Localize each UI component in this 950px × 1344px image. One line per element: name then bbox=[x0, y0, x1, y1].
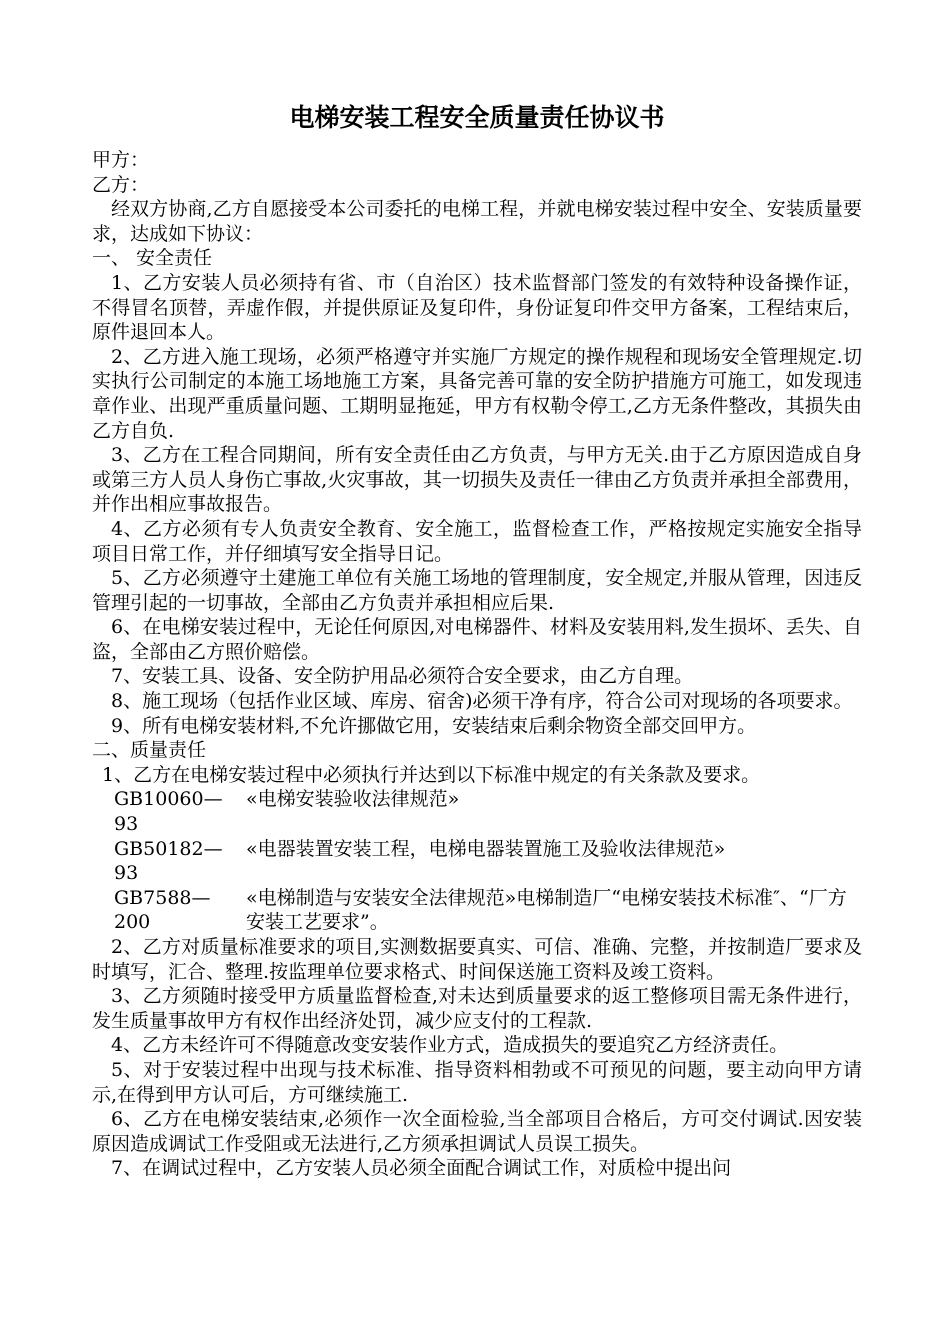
standard-entry bbox=[92, 787, 862, 836]
quality-item: 3、乙方须随时接受甲方质量监督检查,对未达到质量要求的返工整修项目需无条件进行，发生质量事故甲方有权作出经济处罚，减少应支付的工程款. bbox=[92, 985, 862, 1032]
quality-item: 7、在调试过程中，乙方安装人员必须全面配合调试工作，对质检中提出问 bbox=[111, 1157, 732, 1180]
intro-paragraph: 经双方协商,乙方自愿接受本公司委托的电梯工程，并就电梯安装过程中安全、安装质量要求，达成如下协议： bbox=[92, 198, 862, 245]
quality-item: 1、乙方在电梯安装过程中必须执行并达到以下标准中规定的有关条款及要求。 bbox=[102, 763, 761, 786]
agreement-document bbox=[92, 100, 862, 1181]
standard-title: «电梯安装验收法律规范» bbox=[246, 788, 460, 811]
standard-code: GB10060—93 bbox=[114, 788, 223, 836]
document-title: 电梯安装工程安全质量责任协议书 bbox=[289, 103, 665, 132]
standard-code: GB50182—93 bbox=[114, 837, 223, 885]
standard-code: GB7588—200 bbox=[114, 886, 211, 934]
quality-item: 2、乙方对质量标准要求的项目,实测数据要真实、可信、准确、完整，并按制造厂要求及时填写，汇合、整理.按监理单位要求格式、时间保送施工资料及竣工资料。 bbox=[92, 936, 862, 983]
party-b-label: 乙方： bbox=[92, 173, 150, 196]
safety-item: 3、乙方在工程合同期间，所有安全责任由乙方负责，与甲方无关.由于乙方原因造成自身或第三方人员人身伤亡事故,火灾事故，其一切损失及责任一律由乙方负责并承担全部费用，并作出相应事故报告。 bbox=[92, 444, 862, 516]
party-a-label: 甲方： bbox=[92, 149, 150, 171]
safety-item: 1、乙方安装人员必须持有省、市（自治区）技术监督部门签发的有效特种设备操作证，不得冒名顶替，弄虚作假，并提供原证及复印件，身份证复印件交甲方备案，工程结束后，原件退回本人。 bbox=[92, 271, 862, 344]
standard-entry bbox=[92, 837, 862, 886]
standard-entry bbox=[92, 886, 862, 935]
quality-item: 5、对于安装过程中出现与技术标准、指导资料相勃或不可预见的问题，要主动向甲方请示,在得到甲方认可后，方可继续施工. bbox=[92, 1058, 862, 1106]
safety-item: 4、乙方必须有专人负责安全教育、安全施工，监督检查工作，严格按规定实施安全指导项目日常工作，并仔细填写安全指导日记。 bbox=[92, 517, 862, 565]
standard-title: «电器装置安装工程，电梯电器装置施工及验收法律规范» bbox=[246, 837, 726, 860]
safety-item: 2、乙方进入施工现场，必须严格遵守并实施厂方规定的操作规程和现场安全管理规定.切实执行公司制定的本施工场地施工方案，具备完善可靠的安全防护措施方可施工，如发现违章作业、出现严重质量问题、工期明显拖延，甲方有权勒令停工,乙方无条件整改，其损失由乙方自负. bbox=[92, 345, 862, 442]
safety-item: 9、所有电梯安装材料,不允许挪做它用，安装结束后剩余物资全部交回甲方。 bbox=[111, 714, 757, 737]
section-heading-quality: 二、质量责任 bbox=[92, 739, 207, 762]
quality-item: 6、乙方在电梯安装结束,必须作一次全面检验,当全部项目合格后，方可交付调试.因安装原因造成调试工作受阻或无法进行,乙方须承担调试人员误工损失。 bbox=[92, 1108, 862, 1155]
safety-item: 5、乙方必须遵守土建施工单位有关施工场地的管理制度，安全规定,并服从管理，因违反管理引起的一切事故，全部由乙方负责并承担相应后果. bbox=[92, 567, 862, 614]
quality-item: 4、乙方未经许可不得随意改变安装作业方式，造成损失的要追究乙方经济责任。 bbox=[111, 1034, 789, 1057]
standard-title: «电梯制造与安装安全法律规范»电梯制造厂“电梯安装技术标准″、“厂方安装工艺要求”。 bbox=[246, 886, 847, 934]
section-heading-safety: 一、 安全责任 bbox=[92, 247, 213, 270]
safety-item: 7、安装工具、设备、安全防护用品必须符合安全要求，由乙方自理。 bbox=[111, 665, 694, 688]
safety-item: 6、在电梯安装过程中，无论任何原因,对电梯器件、材料及安装用料,发生损坏、丢失、自盗，全部由乙方照价赔偿。 bbox=[92, 616, 862, 663]
safety-item: 8、施工现场（包括作业区域、库房、宿舍)必须干净有序，符合公司对现场的各项要求。 bbox=[111, 690, 853, 713]
